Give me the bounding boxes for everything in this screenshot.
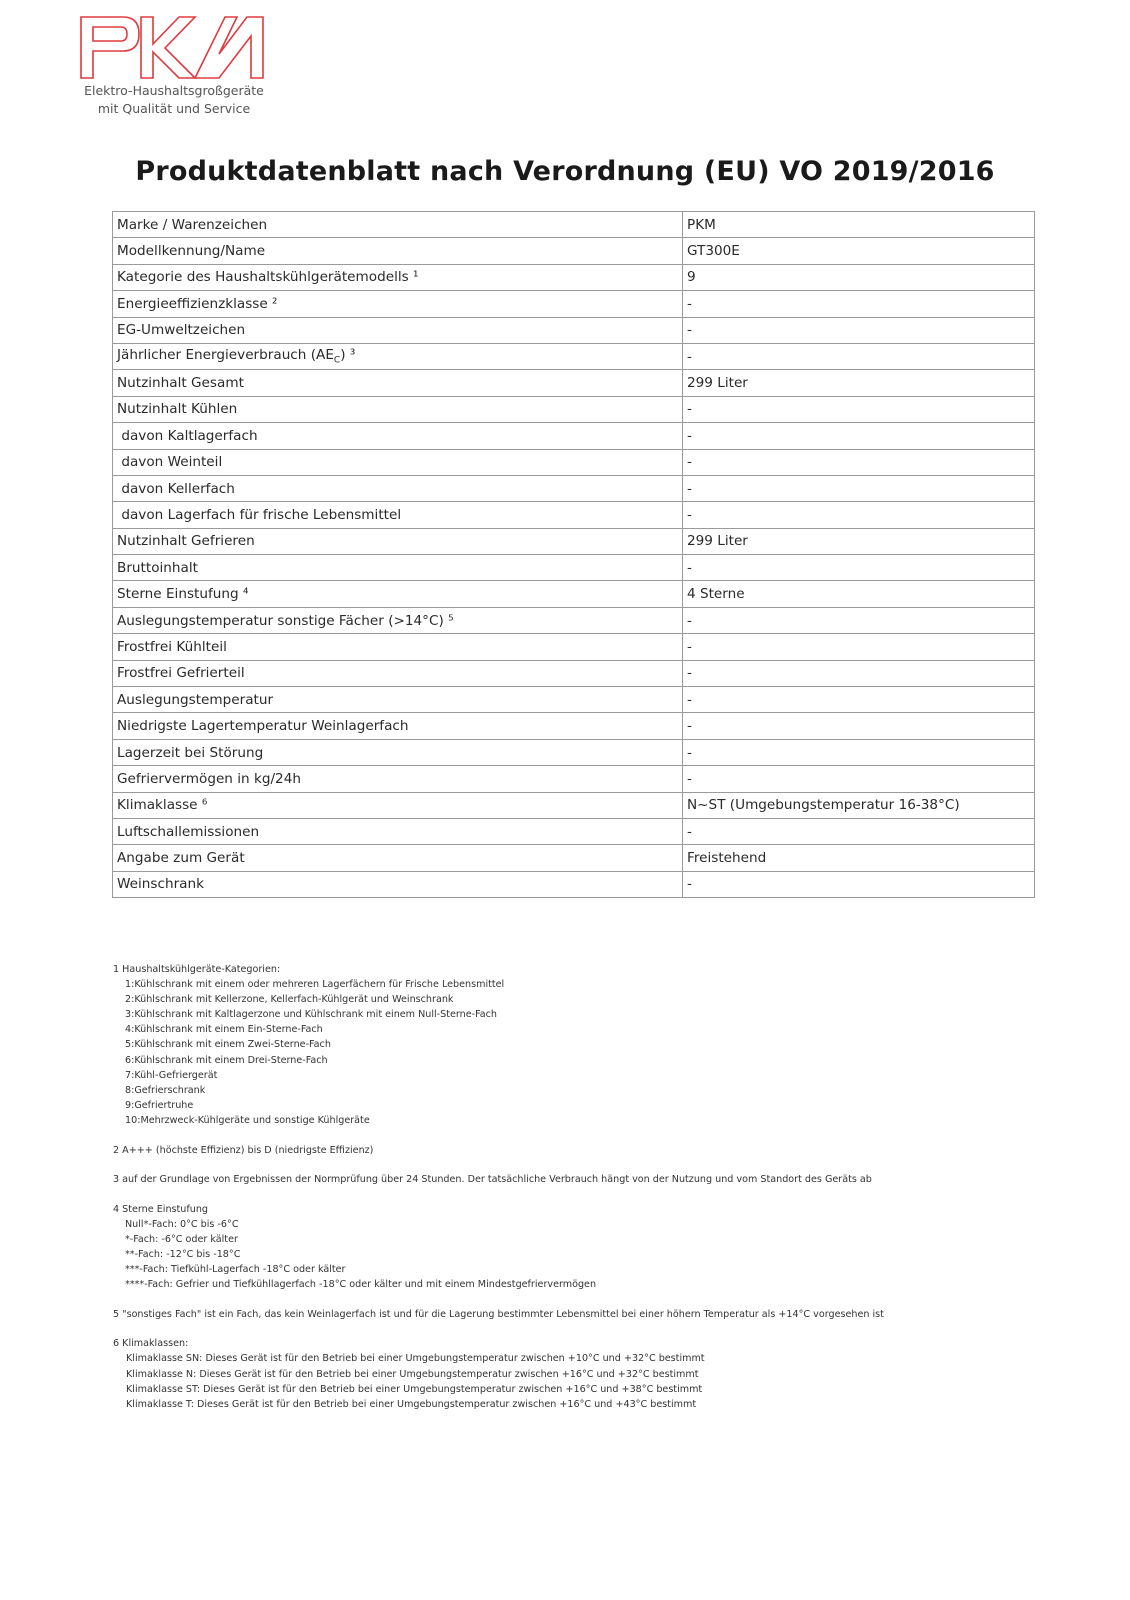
table-row (113, 871, 1035, 897)
row-value: - (683, 449, 1035, 475)
footnote-6-item: Klimaklasse SN: Dieses Gerät ist für den Betrieb bei einer Umgebungstemperatur zwischen +10°C und +32°C bestimmt (126, 1353, 705, 1365)
footnote-4-item: *-Fach: -6°C oder kälter (125, 1233, 238, 1245)
row-value: N~ST (Umgebungstemperatur 16-38°C) (683, 792, 1035, 818)
row-value: - (683, 423, 1035, 449)
row-label: davon Kaltlagerfach (113, 423, 683, 449)
footnote-1-item: 1:Kühlschrank mit einem oder mehreren Lagerfächern für Frische Lebensmittel (125, 979, 505, 991)
table-row (113, 238, 1035, 264)
row-value: - (683, 396, 1035, 422)
row-value: - (683, 291, 1035, 317)
footnote-4-item: **-Fach: -12°C bis -18°C (125, 1249, 241, 1260)
table-row (113, 449, 1035, 475)
logo-tagline-2: mit Qualität und Service (97, 101, 251, 116)
row-value: - (683, 766, 1035, 792)
table-row (113, 502, 1035, 528)
footnote-1-item: 9:Gefriertruhe (125, 1099, 194, 1111)
table-row (113, 528, 1035, 554)
footnote-1-item: 7:Kühl-Gefriergerät (125, 1069, 218, 1081)
footnote-4-item: Null*-Fach: 0°C bis -6°C (125, 1218, 239, 1230)
footnote-1-item: 6:Kühlschrank mit einem Drei-Sterne-Fach (125, 1054, 328, 1066)
row-label: Auslegungstemperatur (113, 687, 683, 713)
footnote-2: 2 A+++ (höchste Effizienz) bis D (niedrigste Effizienz) (113, 1144, 374, 1156)
row-value: 9 (683, 264, 1035, 290)
row-label: Nutzinhalt Gesamt (113, 370, 683, 396)
row-value: PKM (683, 212, 1035, 238)
footnote-1-item: 3:Kühlschrank mit Kaltlagerzone und Kühlschrank mit einem Null-Sterne-Fach (125, 1009, 497, 1021)
row-value: - (683, 607, 1035, 633)
row-label: Bruttoinhalt (113, 555, 683, 581)
footnote-1-item: 8:Gefrierschrank (125, 1084, 206, 1096)
table-row (113, 634, 1035, 660)
row-value: - (683, 502, 1035, 528)
table-row (113, 766, 1035, 792)
row-value: - (683, 660, 1035, 686)
footnote-1-item: 10:Mehrzweck-Kühlgeräte und sonstige Kühlgeräte (125, 1114, 370, 1126)
row-label: EG-Umweltzeichen (113, 317, 683, 343)
row-label: Niedrigste Lagertemperatur Weinlagerfach (113, 713, 683, 739)
footnote-5: 5 "sonstiges Fach" ist ein Fach, das kein Weinlagerfach ist und für die Lagerung bestimmter Lebensmittel bei einer höhern Temperatur als +14°C vorgesehen ist (113, 1308, 884, 1320)
table-row (113, 264, 1035, 290)
footnote-4-item: ****-Fach: Gefrier und Tiefkühllagerfach -18°C oder kälter und mit einem Mindestgefriervermögen (125, 1279, 597, 1291)
row-label: Luftschallemissionen (113, 818, 683, 844)
table-row (113, 555, 1035, 581)
row-label: Kategorie des Haushaltskühlgerätemodells ¹ (113, 264, 683, 290)
table-row (113, 581, 1035, 607)
row-value: - (683, 343, 1035, 369)
row-label: Modellkennung/Name (113, 238, 683, 264)
pkm-logo-mark (79, 14, 269, 82)
footnote-6-item: Klimaklasse T: Dieses Gerät ist für den Betrieb bei einer Umgebungstemperatur zwischen +16°C und +43°C bestimmt (126, 1398, 697, 1410)
table-row (113, 607, 1035, 633)
row-value: - (683, 818, 1035, 844)
row-value: - (683, 555, 1035, 581)
row-label: Jährlicher Energieverbrauch $(AE_C)$ ³ (113, 343, 683, 369)
footnotes (113, 962, 1033, 1426)
row-label: Auslegungstemperatur sonstige Fächer (>14°C) ⁵ (113, 607, 683, 633)
row-label: davon Kellerfach (113, 475, 683, 501)
footnote-1-item: 4:Kühlschrank mit einem Ein-Sterne-Fach (125, 1024, 323, 1036)
table-row (113, 687, 1035, 713)
footnote-6 (113, 1336, 1033, 1411)
row-value: - (683, 871, 1035, 897)
table-row (113, 291, 1035, 317)
footnote-6-item: Klimaklasse N: Dieses Gerät ist für den Betrieb bei einer Umgebungstemperatur zwischen +16°C und +32°C bestimmt (126, 1368, 699, 1380)
table-row (113, 370, 1035, 396)
row-value: Freistehend (683, 845, 1035, 871)
footnote-1 (113, 962, 1033, 1128)
row-value: - (683, 317, 1035, 343)
table-row (113, 818, 1035, 844)
row-label: Lagerzeit bei Störung (113, 739, 683, 765)
row-label: Angabe zum Gerät (113, 845, 683, 871)
row-label: Nutzinhalt Kühlen (113, 396, 683, 422)
row-label: Gefriervermögen in kg/24h (113, 766, 683, 792)
table-row (113, 739, 1035, 765)
row-value: 299 Liter (683, 370, 1035, 396)
row-value: 4 Sterne (683, 581, 1035, 607)
table-row (113, 317, 1035, 343)
table-row (113, 660, 1035, 686)
footnote-6-title: 6 Klimaklassen: (113, 1338, 189, 1350)
row-value: - (683, 634, 1035, 660)
row-label: davon Weinteil (113, 449, 683, 475)
table-row (113, 212, 1035, 238)
row-value: GT300E (683, 238, 1035, 264)
footnote-1-item: 2:Kühlschrank mit Kellerzone, Kellerfach-Kühlgerät und Weinschrank (125, 994, 454, 1006)
product-data-table (112, 211, 1035, 898)
table-row (113, 343, 1035, 369)
table-row (113, 792, 1035, 818)
table-row (113, 713, 1035, 739)
footnote-1-title: 1 Haushaltskühlgeräte-Kategorien: (113, 964, 281, 975)
footnote-3: 3 auf der Grundlage von Ergebnissen der Normprüfung über 24 Stunden. Der tatsächliche Verbrauch hängt von der Nutzung und vom Standort des Geräts ab (113, 1174, 872, 1186)
footnote-6-item: Klimaklasse ST: Dieses Gerät ist für den Betrieb bei einer Umgebungstemperatur zwischen +16°C und +38°C bestimmt (126, 1383, 703, 1395)
row-label: Klimaklasse ⁶ (113, 792, 683, 818)
footnote-4-title: 4 Sterne Einstufung (113, 1203, 208, 1215)
footnote-4-item: ***-Fach: Tiefkühl-Lagerfach -18°C oder kälter (125, 1264, 346, 1276)
page-title: Produktdatenblatt nach Verordnung (EU) VO 2019/2016 (135, 156, 995, 187)
row-label: Marke / Warenzeichen (113, 212, 683, 238)
table-row (113, 475, 1035, 501)
row-label: Sterne Einstufung ⁴ (113, 581, 683, 607)
row-label: davon Lagerfach für frische Lebensmittel (113, 502, 683, 528)
logo-tagline-1: Elektro-Haushaltsgroßgeräte (84, 83, 264, 98)
row-value: - (683, 687, 1035, 713)
row-value: - (683, 713, 1035, 739)
footnote-4 (113, 1202, 1033, 1293)
row-label: Weinschrank (113, 871, 683, 897)
row-value: 299 Liter (683, 528, 1035, 554)
row-label: Energieeffizienzklasse ² (113, 291, 683, 317)
row-value: - (683, 739, 1035, 765)
footnote-1-item: 5:Kühlschrank mit einem Zwei-Sterne-Fach (125, 1039, 331, 1051)
table-row (113, 845, 1035, 871)
row-label: Nutzinhalt Gefrieren (113, 528, 683, 554)
row-value: - (683, 475, 1035, 501)
table-row (113, 396, 1035, 422)
table-row (113, 423, 1035, 449)
pkm-logo (79, 14, 269, 124)
row-label: Frostfrei Gefrierteil (113, 660, 683, 686)
row-label: Frostfrei Kühlteil (113, 634, 683, 660)
